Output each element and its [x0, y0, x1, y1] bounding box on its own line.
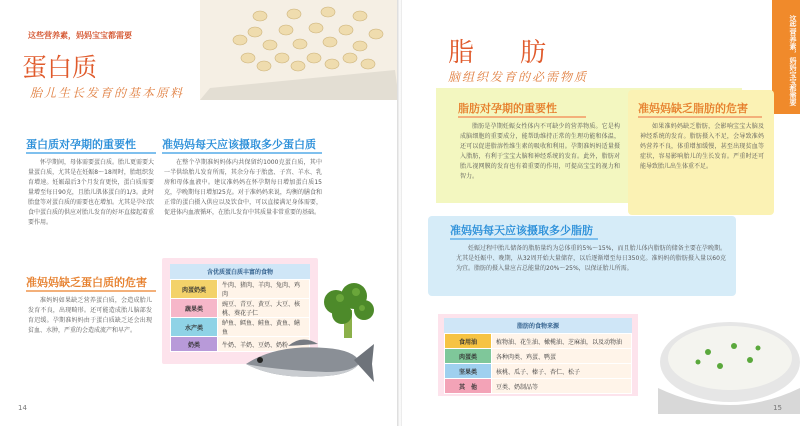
- protein-deficiency-text: 准妈妈如果缺乏营养蛋白质，会造成胎儿发育不良，出现畸形。还可能造成胎儿脑部发育迟缓。孕期准妈妈由于蛋白质缺乏还会出现贫血、水肿，严重的会造成流产和早产。: [28, 297, 152, 334]
- protein-importance-text: 怀孕期间，母体需要蛋白质。胎儿更需要大量蛋白质，尤其是在妊娠8～18周时，胎组织发育增速。妊娠最后3个月发育更快，蛋白质需要量增至每日90克，且胎儿肌体蛋白的1/3。此时胎盘等对蛋白质的需要也在增加。尤其是孕妇饮食中蛋白质的供应对胎儿发育的好坏直接起着重要作用。: [28, 159, 155, 226]
- table-items: 牛奶、羊奶、豆奶、奶粉: [218, 337, 310, 352]
- table-items: 植物油、花生油、橄榄油、芝麻油，以及动物油: [492, 334, 632, 349]
- table-category: 坚果类: [445, 364, 492, 379]
- table-category: 水产类: [171, 318, 218, 337]
- right-page: [402, 0, 800, 426]
- protein-intake-text: 在整个孕期准妈妈体内共保留约1000克蛋白质，其中一半供给胎儿发育所需，其余分布于胎盘、子宫、羊水、乳房和母体血液中。建议准妈妈在怀孕期每日增加蛋白质15克，孕晚期每日增加25克。对于准妈妈来说，均衡的膳食和正常的蛋白摄入供应以及饮食中，可以直接满足身体需要，促进体内血液循环，在胎儿发育中其质量非常重要的基础。: [164, 159, 322, 216]
- table-row: [445, 349, 632, 364]
- table-items: 豆类、奶制品等: [492, 379, 632, 394]
- table-category: 其 他: [445, 379, 492, 394]
- protein-deficiency-heading: 准妈妈缺乏蛋白质的危害: [26, 276, 147, 289]
- porridge-bowl-image: [638, 302, 800, 414]
- table-category: 食用油: [445, 334, 492, 349]
- table-category: 蔬果类: [171, 299, 218, 318]
- fat-deficiency-heading: 准妈妈缺乏脂肪的危害: [638, 102, 748, 115]
- table-row: [445, 334, 632, 349]
- table-caption: 含优质蛋白质丰富的食物: [170, 264, 310, 279]
- page-title: 脂 肪: [448, 38, 557, 68]
- heading-rule: [638, 116, 762, 118]
- table-items: 豌豆、青豆、黄豆、大豆、核桃、葵花子仁: [218, 299, 310, 318]
- soybean-photo: [200, 0, 399, 100]
- table-row: [171, 299, 310, 318]
- table-caption: 脂肪的食物来源: [444, 318, 632, 333]
- table-category: 肉蛋奶类: [171, 280, 218, 299]
- fat-importance-heading: 脂肪对孕期的重要性: [458, 102, 557, 115]
- table-items: 各种肉类、鸡蛋、鸭蛋: [492, 349, 632, 364]
- table-row: [171, 280, 310, 299]
- section-banner: 这些营养素，妈妈宝宝都需要: [28, 31, 132, 40]
- page-number: 15: [773, 404, 782, 412]
- table-category: 奶类: [171, 337, 218, 352]
- heading-rule: [458, 116, 586, 118]
- page-subtitle: 胎儿生长发育的基本原料: [30, 86, 185, 100]
- table-items: 牛肉、猪肉、羊肉、兔肉、鸡肉: [218, 280, 310, 299]
- protein-intake-heading: 准妈妈每天应该摄取多少蛋白质: [162, 138, 316, 151]
- fat-food-table: [444, 318, 632, 394]
- page-number: 14: [18, 404, 27, 412]
- heading-rule: [450, 238, 598, 240]
- page-subtitle: 脑组织发育的必需物质: [448, 70, 589, 84]
- fat-intake-text: 妊娠过程中胎儿储备的脂肪量约为总体重的5%～15%，而且胎儿体内脂肪的储备主要在孕晚期。尤其是妊娠中、晚期，从32周开始大量储存，以后逐渐增至每日350克。准妈妈的脂肪摄入量以60克为宜。脂肪的摄入量应占总能量的20%～25%，以保证胎儿所需。: [456, 245, 726, 272]
- fish-image: [236, 330, 376, 390]
- table-items: 鲈鱼、鳕鱼、鲑鱼、黄鱼、鳝鱼: [218, 318, 310, 337]
- table-row: [445, 379, 632, 394]
- protein-importance-heading: 蛋白质对孕期的重要性: [26, 138, 136, 151]
- left-page: [0, 0, 399, 426]
- fat-deficiency-text: 如果准妈妈缺乏脂肪，会影响宝宝大脑及神经系统的发育。脂肪摄入不足，会导致准妈妈营养不良，体重增加缓慢，甚至出现贫血等症状，容易影响胎儿的生长发育。严重时还可能导致胎儿出生体重不足。: [640, 123, 764, 170]
- table-items: 核桃、瓜子、榛子、杏仁、松子: [492, 364, 632, 379]
- fat-importance-text: 脂肪是孕期妊娠女性体内不可缺少的营养物质。它是构成脑细胞的重要成分，能帮助维持正常的生理功能和体温，还可以促进脂溶性维生素的吸收和利用。孕期准妈妈适量摄入脂肪，有利于宝宝大脑和神经系统的发育。此外，脂肪对胎儿视网膜的发育也有着重要的作用，可提高宝宝的视力和智力。: [460, 123, 620, 180]
- fat-intake-heading: 准妈妈每天应该摄取多少脂肪: [450, 224, 593, 237]
- table-row: [445, 364, 632, 379]
- heading-rule: [26, 152, 156, 154]
- table-category: 肉蛋类: [445, 349, 492, 364]
- section-banner-vertical: 这些营养素，妈妈宝宝都需要: [772, 0, 800, 114]
- heading-rule: [26, 290, 156, 292]
- page-title: 蛋白质: [22, 53, 98, 82]
- heading-rule: [162, 152, 322, 154]
